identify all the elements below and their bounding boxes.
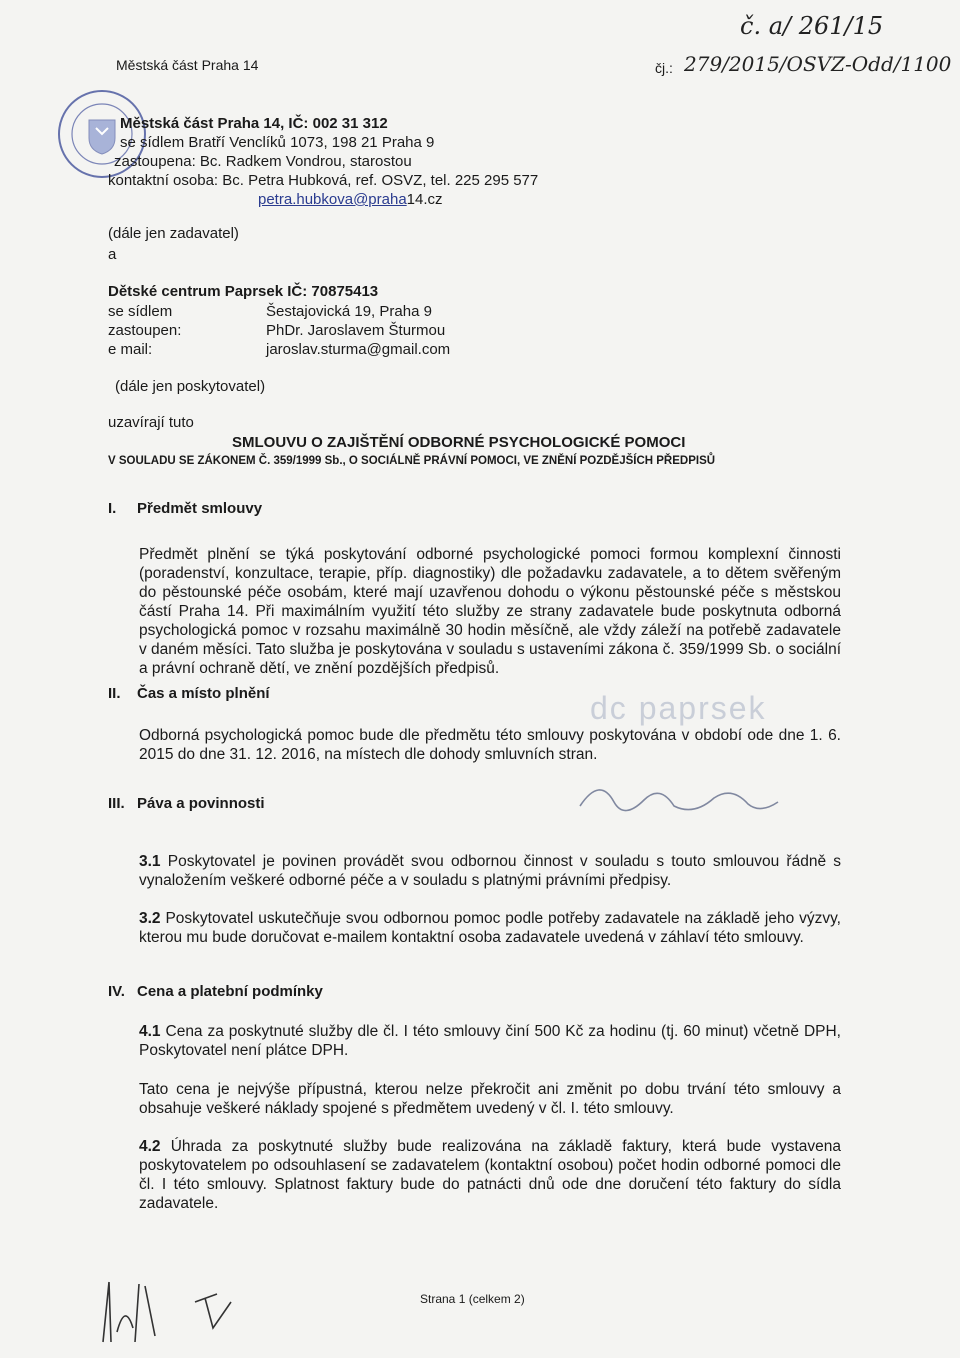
provider-stamp: dc paprsek xyxy=(590,690,767,726)
section3-p1: 3.1 Poskytovatel je povinen provádět svou odbornou činnost v souladu s touto smlouvou řádně s vynaložením veškeré odborné péče a v souladu s platnými právními předpisy. xyxy=(139,853,841,889)
section4-price-note: Tato cena je nejvýše přípustná, kterou nelze překročit ani změnit po dobu trvání této smlouvy a obsahuje veškeré náklady spojené s předmětem uvedený v čl. I. této smlouvy. xyxy=(139,1081,841,1117)
contract-title: SMLOUVU O ZAJIŠTĚNÍ ODBORNÉ PSYCHOLOGICKÉ POMOCI xyxy=(232,434,686,451)
party1-contact: kontaktní osoba: Bc. Petra Hubková, ref. OSVZ, tel. 225 295 577 xyxy=(108,172,539,189)
section2-text: Odborná psychologická pomoc bude dle předmětu této smlouvy poskytována v období ode dne 1. 6. 2015 do dne 31. 12. 2016, na místech dle dohody smluvních stran. xyxy=(139,727,841,763)
top-handwriting: č. a/ 261/15 xyxy=(740,12,884,40)
party1-seat: se sídlem Bratří Venclíků 1073, 198 21 Praha 9 xyxy=(120,134,435,151)
signature-provider xyxy=(570,772,820,822)
section1-number: I. xyxy=(108,500,117,517)
party-conjunction: a xyxy=(108,246,117,263)
email-link[interactable]: petra.hubkova@praha xyxy=(258,191,407,208)
section4-p1: 4.1 Cena za poskytnuté služby dle čl. I této smlouvy činí 500 Kč za hodinu (tj. 60 minut) včetně DPH, Poskytovatel není plátce DPH. xyxy=(139,1023,841,1059)
section4-heading: Cena a platební podmínky xyxy=(137,983,323,1000)
section1-text: Předmět plnění se týká poskytování odborné psychologické pomoci formou komplexní činnosti (poradenství, konzultace, terapie, příp. diagnostiky) dle požadavku zadavatele, a to dětem svěřeným do pěstounské péče osobám, které mají uzavřenou dohodu o výkonu pěstounské péče s městskou částí Praha 14. Při maximálním využití této služby ze strany zadavatele bude poskytnuta odborná psychologická pomoc v rozsahu maximálně 30 hodin měsíčně, ale vždy záleží na potřebě zadavatele v daném měsíci. Tato služba je poskytována v souladu s ustaveními zákona č. 359/1999 Sb. o sociální a právní ochraně dětí, ve znění pozdějších předpisů. xyxy=(139,546,841,677)
party1-alias: (dále jen zadavatel) xyxy=(108,225,239,242)
header-authority: Městská část Praha 14 xyxy=(116,57,259,73)
closing-intro: uzavírají tuto xyxy=(108,414,194,431)
party1-rep: zastoupena: Bc. Radkem Vondrou, starostou xyxy=(114,153,412,170)
party2-rep: zastoupen: PhDr. Jaroslavem Šturmou xyxy=(108,322,446,339)
party1-name: Městská část Praha 14, IČ: 002 31 312 xyxy=(120,115,388,132)
initials-signature xyxy=(95,1262,255,1352)
section2-number: II. xyxy=(108,685,121,702)
contract-subtitle: V SOULADU SE ZÁKONEM Č. 359/1999 Sb., O SOCIÁLNĚ PRÁVNÍ POMOCI, VE ZNĚNÍ POZDĚJŠÍCH PŘEDPISŮ xyxy=(108,455,716,467)
section3-p2: 3.2 Poskytovatel uskutečňuje svou odbornou pomoc podle potřeby zadavatele na základě jeho výzvy, kterou mu bude doručovat e-mailem kontaktní osoba zadavatele uvedená v záhlaví této smlouvy. xyxy=(139,910,841,946)
party2-seat: se sídlem Šestajovická 19, Praha 9 xyxy=(108,303,432,320)
ref-label: čj.: xyxy=(655,60,673,76)
party2-mail: e mail: jaroslav.sturma@gmail.com xyxy=(108,341,451,358)
section3-heading: Páva a povinnosti xyxy=(137,795,265,812)
page-footer: Strana 1 (celkem 2) xyxy=(420,1292,525,1306)
section4-p2: 4.2 Úhrada za poskytnuté služby bude realizována na základě faktury, která bude vystavena poskytovatelem po odsouhlasení se zadavatelem (kontaktní osobou) počet hodin odborné pomoci dle čl. I této smlouvy. Splatnost faktury bude do patnácti dnů ode dne doručení této faktury do sídla zadavatele. xyxy=(139,1138,842,1212)
section4-number: IV. xyxy=(108,983,125,1000)
section1-heading: Předmět smlouvy xyxy=(137,500,263,517)
ref-handwritten: 279/2015/OSVZ-Odd/1100 xyxy=(684,52,952,76)
party1-email: petra.hubkova@praha14.cz xyxy=(258,191,443,208)
party2-alias: (dále jen poskytovatel) xyxy=(115,378,266,395)
section3-number: III. xyxy=(108,795,125,812)
section2-heading: Čas a místo plnění xyxy=(137,685,270,702)
party2-name: Dětské centrum Paprsek IČ: 70875413 xyxy=(108,283,379,300)
